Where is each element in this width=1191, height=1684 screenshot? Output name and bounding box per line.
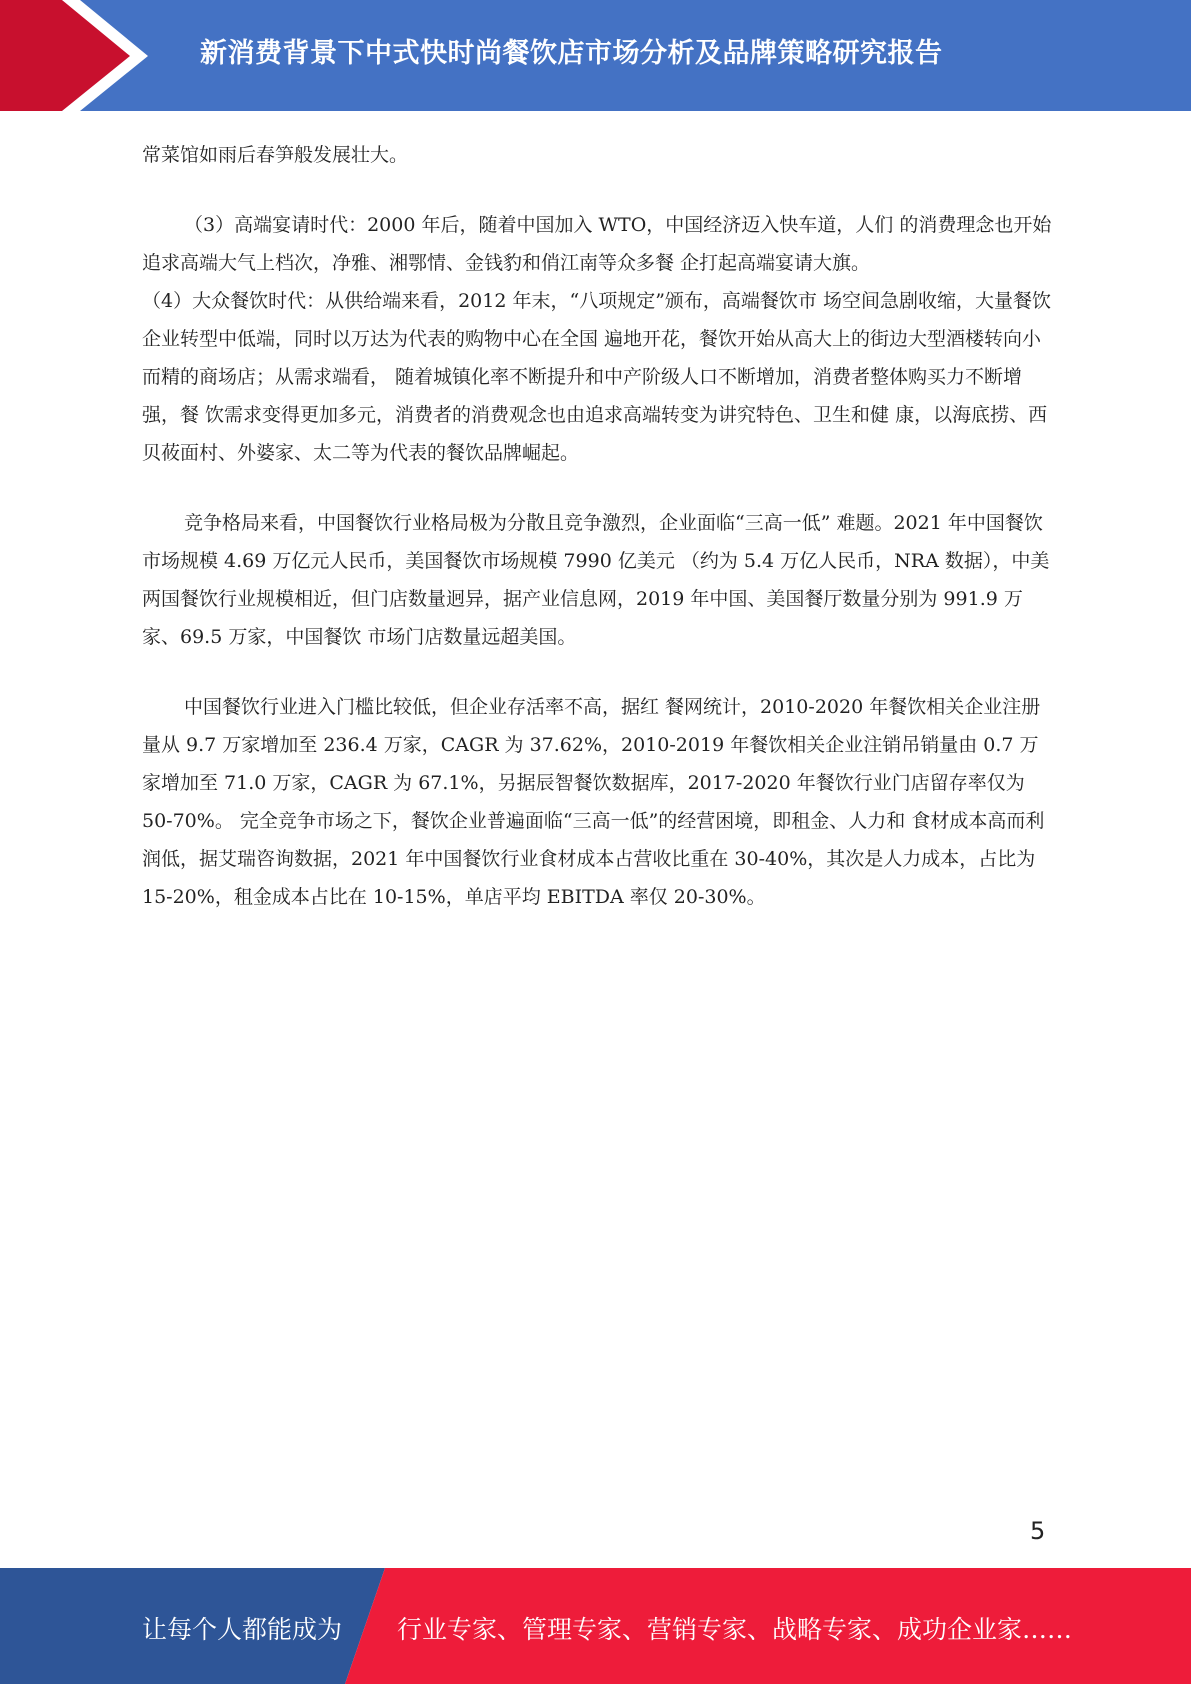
paragraph-5: 中国餐饮行业进入门槛比较低，但企业存活率不高，据红 餐网统计，2010-2020 年餐饮相关企业注册量从 9.7 万家增加至 236.4 万家，CAGR 为 37.62%，2010-2019 年餐饮相关企业注销吊销量由 0.7 万家增加至 71.0 万家，CAGR 为 67.1%，另据辰智餐饮数据库，2017-2020 年餐饮行业门店留存率仅为 50-70%。 完全竞争市场之下，餐饮企业普遍面临“三高一低”的经营困境，即租金、人力和 食材成本高而利润低，据艾瑞咨询数据，2021 年中国餐饮行业食材成本占营收比重在 30-40%，其次是人力成本，占比为 15-20%，租金成本占比在 10-15%，单店平均 EBITDA 率仅 20-30%。 [142,696,1045,908]
page-number: 5 [1030,1517,1046,1545]
report-title: 新消费背景下中式快时尚餐饮店市场分析及品牌策略研究报告 [200,38,943,69]
header-banner [0,0,1191,111]
paragraph-4: 竞争格局来看，中国餐饮行业格局极为分散且竞争激烈，企业面临“三高一低” 难题。2021 年中国餐饮市场规模 4.69 万亿元人民币，美国餐饮市场规模 7990 亿美元 （约为 5.4 万亿人民币，NRA 数据），中美两国餐饮行业规模相近，但门店数量迥异，据产业信息网，2019 年中国、美国餐厅数量分别为 991.9 万家、69.5 万家，中国餐饮 市场门店数量远超美国。 [142,512,1050,648]
report-body [142,136,1052,916]
paragraph-1: 常菜馆如雨后春笋般发展壮大。 [142,144,409,166]
paragraph-3: （4）大众餐饮时代：从供给端来看，2012 年末，“八项规定”颁布，高端餐饮市 场空间急剧收缩，大量餐饮企业转型中低端，同时以万达为代表的购物中心在全国 遍地开花，餐饮开始从高大上的街边大型酒楼转向小而精的商场店；从需求端看， 随着城镇化率不断提升和中产阶级人口不断增加，消费者整体购买力不断增强，餐 饮需求变得更加多元，消费者的消费观念也由追求高端转变为讲究特色、卫生和健 康，以海底捞、西贝莜面村、外婆家、太二等为代表的餐饮品牌崛起。 [142,290,1051,464]
footer-slogan-right: 行业专家、管理专家、营销专家、战略专家、成功企业家…… [397,1615,1073,1644]
footer-banner [0,1568,1191,1684]
footer-slogan-left: 让每个人都能成为 [142,1615,343,1644]
paragraph-2: （3）高端宴请时代：2000 年后，随着中国加入 WTO，中国经济迈入快车道，人们 的消费理念也开始追求高端大气上档次，净雅、湘鄂情、金钱豹和俏江南等众多餐 企打起高端宴请大旗。 [142,214,1052,274]
